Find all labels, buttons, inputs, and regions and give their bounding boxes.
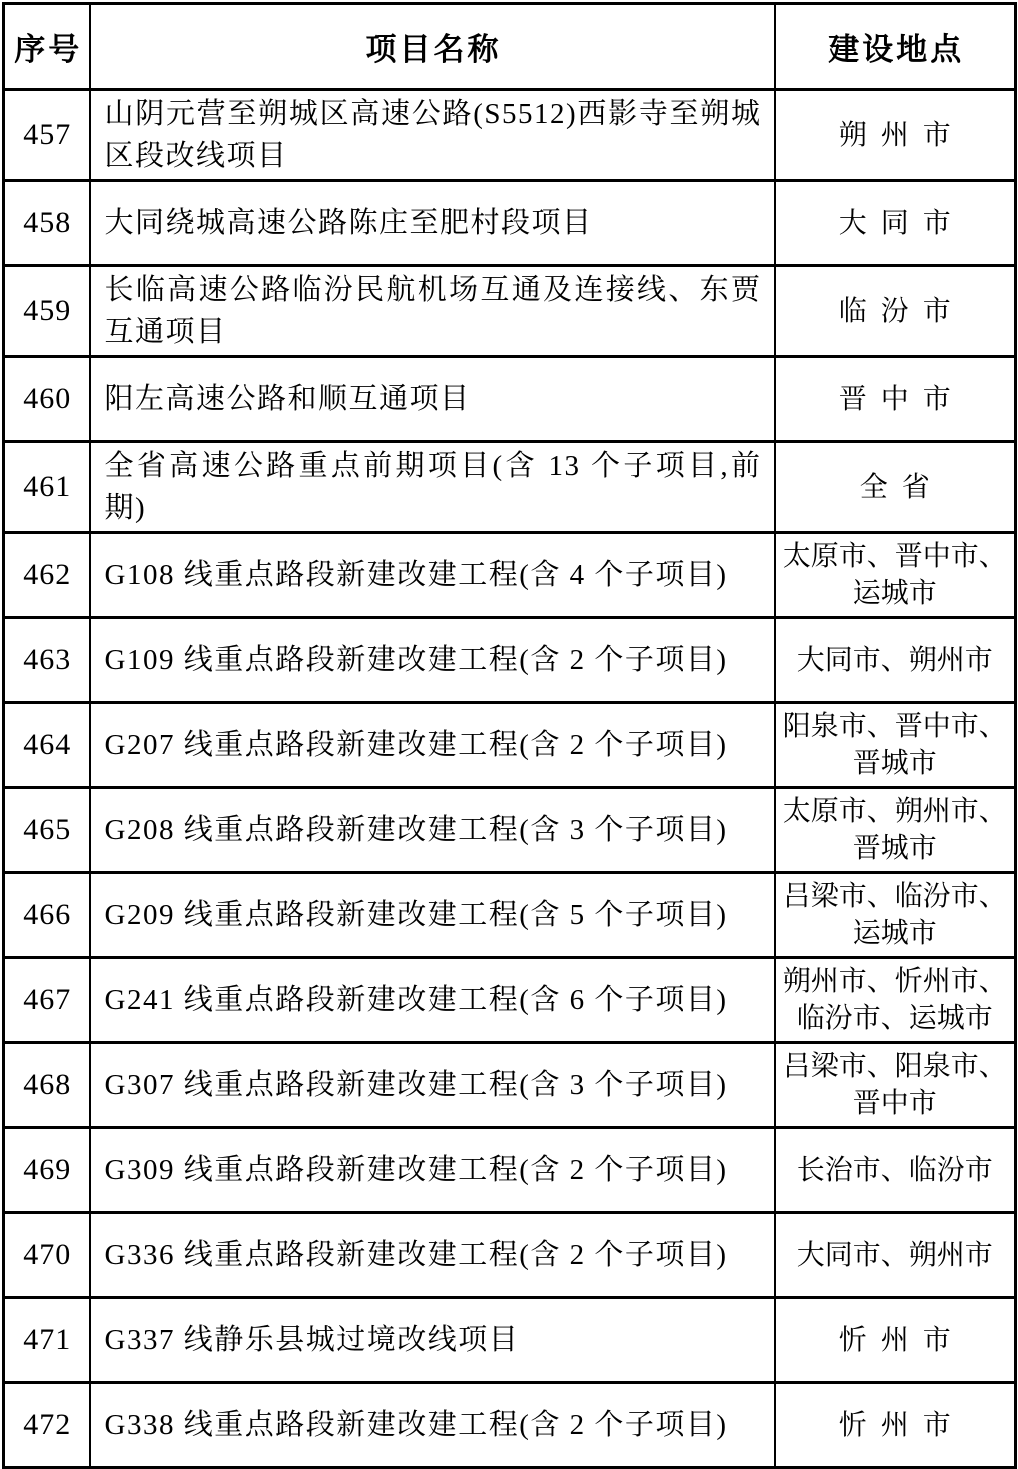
location-cell: 阳泉市、晋中市、晋城市 [775, 703, 1016, 788]
row-number-cell: 458 [4, 181, 90, 266]
location-cell: 忻州市 [775, 1383, 1016, 1468]
location-cell: 忻州市 [775, 1298, 1016, 1383]
project-name-cell: G208 线重点路段新建改建工程(含 3 个子项目) [90, 788, 775, 873]
table-row [4, 1043, 1016, 1128]
table-row [4, 618, 1016, 703]
location-cell: 太原市、朔州市、晋城市 [775, 788, 1016, 873]
table-row [4, 1383, 1016, 1468]
row-number-cell: 461 [4, 442, 90, 533]
row-number-cell: 465 [4, 788, 90, 873]
row-number-cell: 459 [4, 266, 90, 357]
location-cell: 大同市、朔州市 [775, 1213, 1016, 1298]
row-number-cell: 466 [4, 873, 90, 958]
project-name-cell: G307 线重点路段新建改建工程(含 3 个子项目) [90, 1043, 775, 1128]
table-row [4, 788, 1016, 873]
location-cell: 晋中市 [775, 357, 1016, 442]
table-header [4, 4, 1016, 90]
project-name-cell: G241 线重点路段新建改建工程(含 6 个子项目) [90, 958, 775, 1043]
table-row [4, 442, 1016, 533]
project-name-cell: G108 线重点路段新建改建工程(含 4 个子项目) [90, 533, 775, 618]
location-cell: 朔州市、忻州市、临汾市、运城市 [775, 958, 1016, 1043]
project-name-cell: 阳左高速公路和顺互通项目 [90, 357, 775, 442]
project-name-cell: 山阴元营至朔城区高速公路(S5512)西影寺至朔城区段改线项目 [90, 90, 775, 181]
project-name-cell: 长临高速公路临汾民航机场互通及连接线、东贾互通项目 [90, 266, 775, 357]
row-number-cell: 471 [4, 1298, 90, 1383]
row-number-cell: 470 [4, 1213, 90, 1298]
table-row [4, 958, 1016, 1043]
table-row [4, 90, 1016, 181]
row-number-cell: 467 [4, 958, 90, 1043]
table-row [4, 266, 1016, 357]
location-cell: 长治市、临汾市 [775, 1128, 1016, 1213]
table-row [4, 1298, 1016, 1383]
project-name-cell: 全省高速公路重点前期项目(含 13 个子项目,前期) [90, 442, 775, 533]
row-number-cell: 462 [4, 533, 90, 618]
location-cell: 大同市 [775, 181, 1016, 266]
header-serial-number: 序号 [4, 4, 90, 90]
row-number-cell: 472 [4, 1383, 90, 1468]
projects-table [2, 2, 1017, 1469]
location-cell: 太原市、晋中市、运城市 [775, 533, 1016, 618]
location-cell: 吕梁市、临汾市、运城市 [775, 873, 1016, 958]
table-body [4, 90, 1016, 1468]
table-row [4, 703, 1016, 788]
table-row [4, 873, 1016, 958]
row-number-cell: 469 [4, 1128, 90, 1213]
project-name-cell: G338 线重点路段新建改建工程(含 2 个子项目) [90, 1383, 775, 1468]
location-cell: 大同市、朔州市 [775, 618, 1016, 703]
project-name-cell: G309 线重点路段新建改建工程(含 2 个子项目) [90, 1128, 775, 1213]
row-number-cell: 464 [4, 703, 90, 788]
location-cell: 吕梁市、阳泉市、晋中市 [775, 1043, 1016, 1128]
header-row [4, 4, 1016, 90]
table-row [4, 181, 1016, 266]
table-row [4, 1213, 1016, 1298]
project-name-cell: G207 线重点路段新建改建工程(含 2 个子项目) [90, 703, 775, 788]
project-name-cell: G337 线静乐县城过境改线项目 [90, 1298, 775, 1383]
header-construction-location: 建设地点 [775, 4, 1016, 90]
location-cell: 朔州市 [775, 90, 1016, 181]
table-row [4, 357, 1016, 442]
row-number-cell: 463 [4, 618, 90, 703]
project-name-cell: 大同绕城高速公路陈庄至肥村段项目 [90, 181, 775, 266]
location-cell: 临汾市 [775, 266, 1016, 357]
header-project-name: 项目名称 [90, 4, 775, 90]
project-name-cell: G336 线重点路段新建改建工程(含 2 个子项目) [90, 1213, 775, 1298]
table-row [4, 533, 1016, 618]
row-number-cell: 468 [4, 1043, 90, 1128]
project-name-cell: G209 线重点路段新建改建工程(含 5 个子项目) [90, 873, 775, 958]
project-name-cell: G109 线重点路段新建改建工程(含 2 个子项目) [90, 618, 775, 703]
table-row [4, 1128, 1016, 1213]
location-cell: 全省 [775, 442, 1016, 533]
row-number-cell: 457 [4, 90, 90, 181]
row-number-cell: 460 [4, 357, 90, 442]
